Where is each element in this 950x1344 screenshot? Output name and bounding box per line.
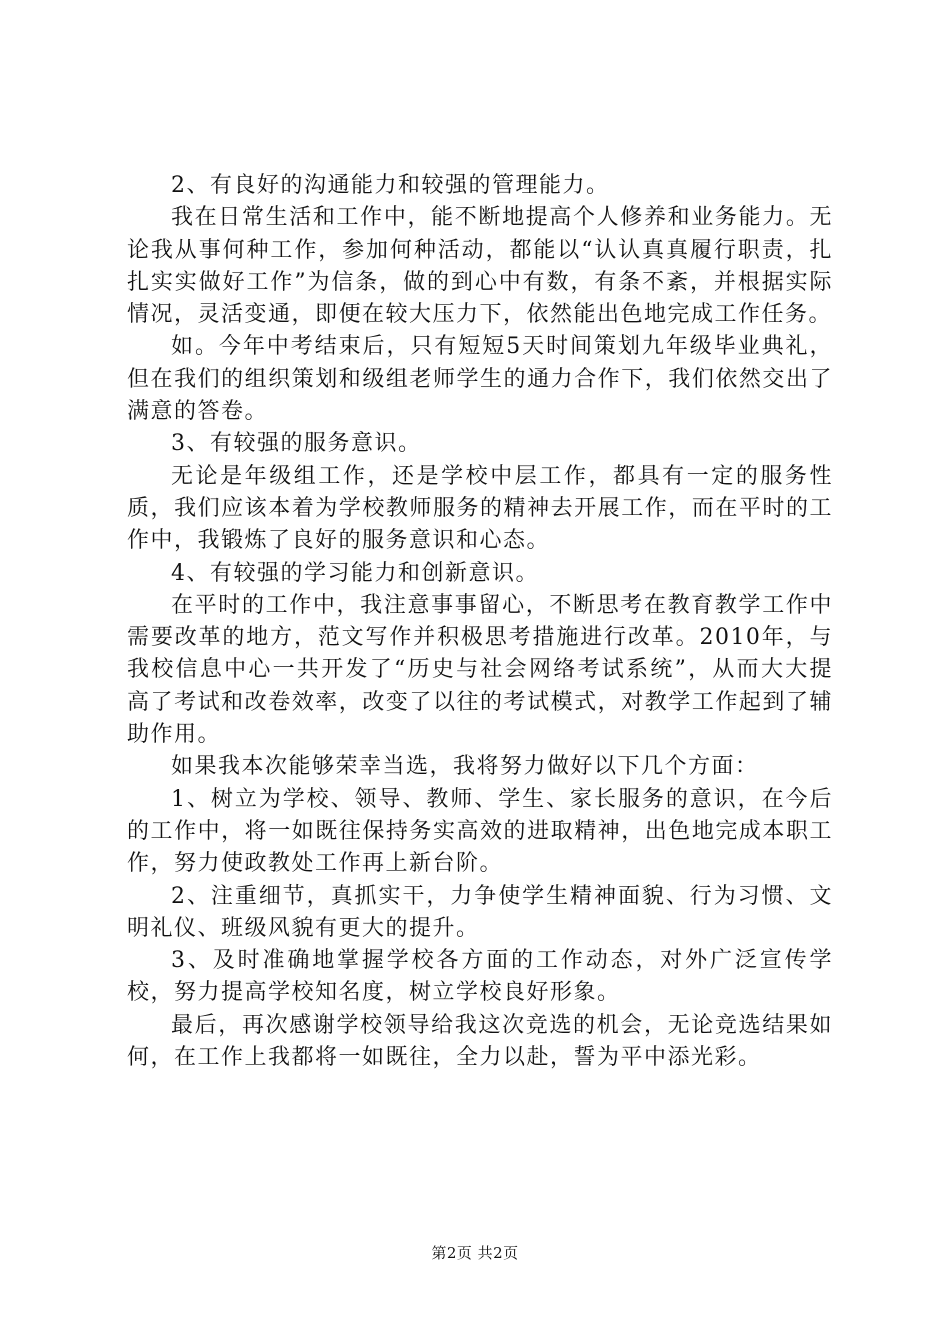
paragraph-point-3-service: 3、有较强的服务意识。	[171, 431, 422, 457]
paragraph-graduation-example: 如。今年中考结束后，只有短短5天时间策划九年级毕业典礼，但在我们的组织策划和级组老师学生的通力合作下，我们依然交出了满意的答卷。	[127, 334, 833, 425]
paragraph-point-2-communication: 2、有良好的沟通能力和较强的管理能力。	[171, 173, 610, 198]
page-number-footer: 第2页 共2页	[431, 1244, 519, 1262]
paragraph-plan-2: 2、注重细节，真抓实干，力争使学生精神面貌、行为习惯、文明礼仪、班级风貌有更大的提升。	[127, 883, 833, 941]
paragraph-plan-3: 3、及时准确地掌握学校各方面的工作动态，对外广泛宣传学校，努力提高学校知名度，树立学校良好形象。	[127, 948, 833, 1006]
paragraph-self-improvement: 我在日常生活和工作中，能不断地提高个人修养和业务能力。无论我从事何种工作，参加何种活动，都能以“认认真真履行职责，扎扎实实做好工作”为信条，做的到心中有数，有条不紊，并根据实际情况，灵活变通，即便在较大压力下，依然能出色地完成工作任务。	[127, 205, 833, 328]
document-body	[127, 170, 833, 1074]
paragraph-point-4-learning: 4、有较强的学习能力和创新意识。	[171, 560, 539, 586]
paragraph-innovation-detail: 在平时的工作中，我注意事事留心，不断思考在教育教学工作中需要改革的地方，范文写作并积极思考措施进行改革。2010年，与我校信息中心一共开发了“历史与社会网络考试系统”，从而大大提高了考试和改卷效率，改变了以往的考试模式，对教学工作起到了辅助作用。	[127, 592, 833, 748]
paragraph-plan-1: 1、树立为学校、领导、教师、学生、家长服务的意识，在今后的工作中，将一如既往保持务实高效的进取精神，出色地完成本职工作，努力使政教处工作再上新台阶。	[127, 786, 833, 877]
paragraph-plans-intro: 如果我本次能够荣幸当选，我将努力做好以下几个方面：	[171, 754, 759, 780]
paragraph-service-nature: 无论是年级组工作，还是学校中层工作，都具有一定的服务性质，我们应该本着为学校教师服务的精神去开展工作，而在平时的工作中，我锻炼了良好的服务意识和心态。	[127, 463, 833, 554]
paragraph-closing: 最后，再次感谢学校领导给我这次竞选的机会，无论竞选结果如何，在工作上我都将一如既往，全力以赴，誓为平中添光彩。	[127, 1012, 833, 1071]
